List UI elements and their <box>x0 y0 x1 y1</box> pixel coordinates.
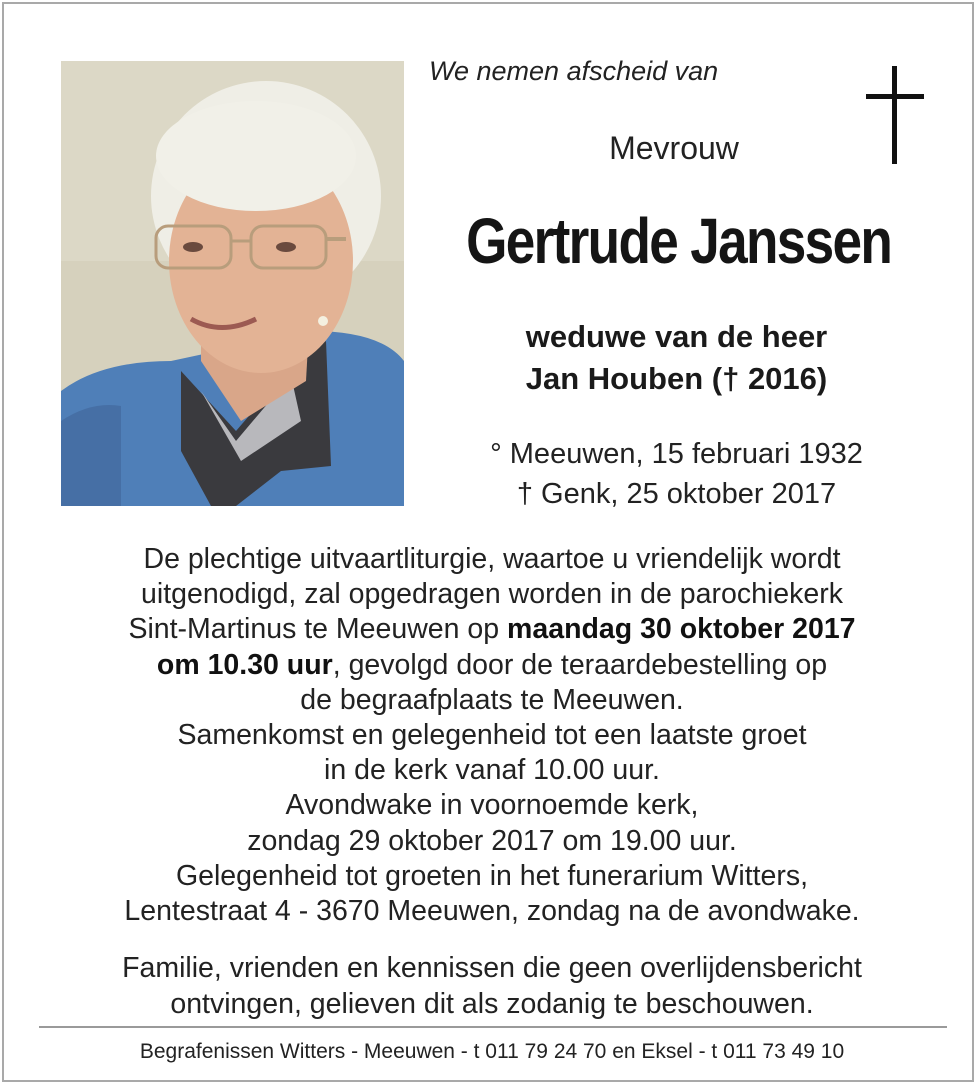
ceremony-line: in de kerk vanaf 10.00 uur. <box>324 754 660 787</box>
ceremony-line: Samenkomst en gelegenheid tot een laatste groet <box>177 719 807 752</box>
ceremony-line: Lentestraat 4 - 3670 Meeuwen, zondag na de avondwake. <box>124 895 860 928</box>
closing-line: ontvingen, gelieven dit als zodanig te beschouwen. <box>170 988 814 1020</box>
ceremony-line: de begraafplaats te Meeuwen. <box>300 683 684 716</box>
portrait-photo <box>61 61 404 506</box>
closing-note <box>24 950 960 1022</box>
ceremony-date: maandag 30 oktober 2017 <box>507 613 856 646</box>
funeral-home-footer: Begrafenissen Witters - Meeuwen - t 011 79 24 70 en Eksel - t 011 73 49 10 <box>139 1040 845 1063</box>
life-dates <box>424 434 929 514</box>
spouse-info <box>424 316 929 400</box>
spouse-line-1: weduwe van de heer <box>525 319 828 354</box>
ceremony-time: om 10.30 uur <box>156 648 333 681</box>
deceased-name: Gertrude Janssen <box>466 205 892 277</box>
ceremony-line <box>24 648 960 683</box>
obituary-card <box>2 2 974 1082</box>
salutation: Mevrouw <box>609 130 739 166</box>
intro-text: We nemen afscheid van <box>429 56 719 86</box>
ceremony-line: zondag 29 oktober 2017 om 19.00 uur. <box>247 824 737 857</box>
ceremony-text: Sint-Martinus te Meeuwen op <box>128 613 508 646</box>
footer-divider <box>39 1026 947 1028</box>
ceremony-text: , gevolgd door de teraardebestelling op <box>332 648 828 681</box>
ceremony-line <box>24 612 960 647</box>
death-date: † Genk, 25 oktober 2017 <box>516 478 837 510</box>
closing-line: Familie, vrienden en kennissen die geen overlijdensbericht <box>122 952 862 984</box>
ceremony-line: De plechtige uitvaartliturgie, waartoe u vriendelijk wordt <box>143 543 841 575</box>
spouse-line-2: Jan Houben († 2016) <box>525 361 828 396</box>
birth-date: ° Meeuwen, 15 februari 1932 <box>490 438 863 470</box>
ceremony-line: Gelegenheid tot groeten in het funerarium Witters, <box>175 859 809 892</box>
ceremony-line: Avondwake in voornoemde kerk, <box>285 789 699 822</box>
ceremony-details <box>24 542 960 929</box>
ceremony-line: uitgenodigd, zal opgedragen worden in de parochiekerk <box>141 578 843 611</box>
